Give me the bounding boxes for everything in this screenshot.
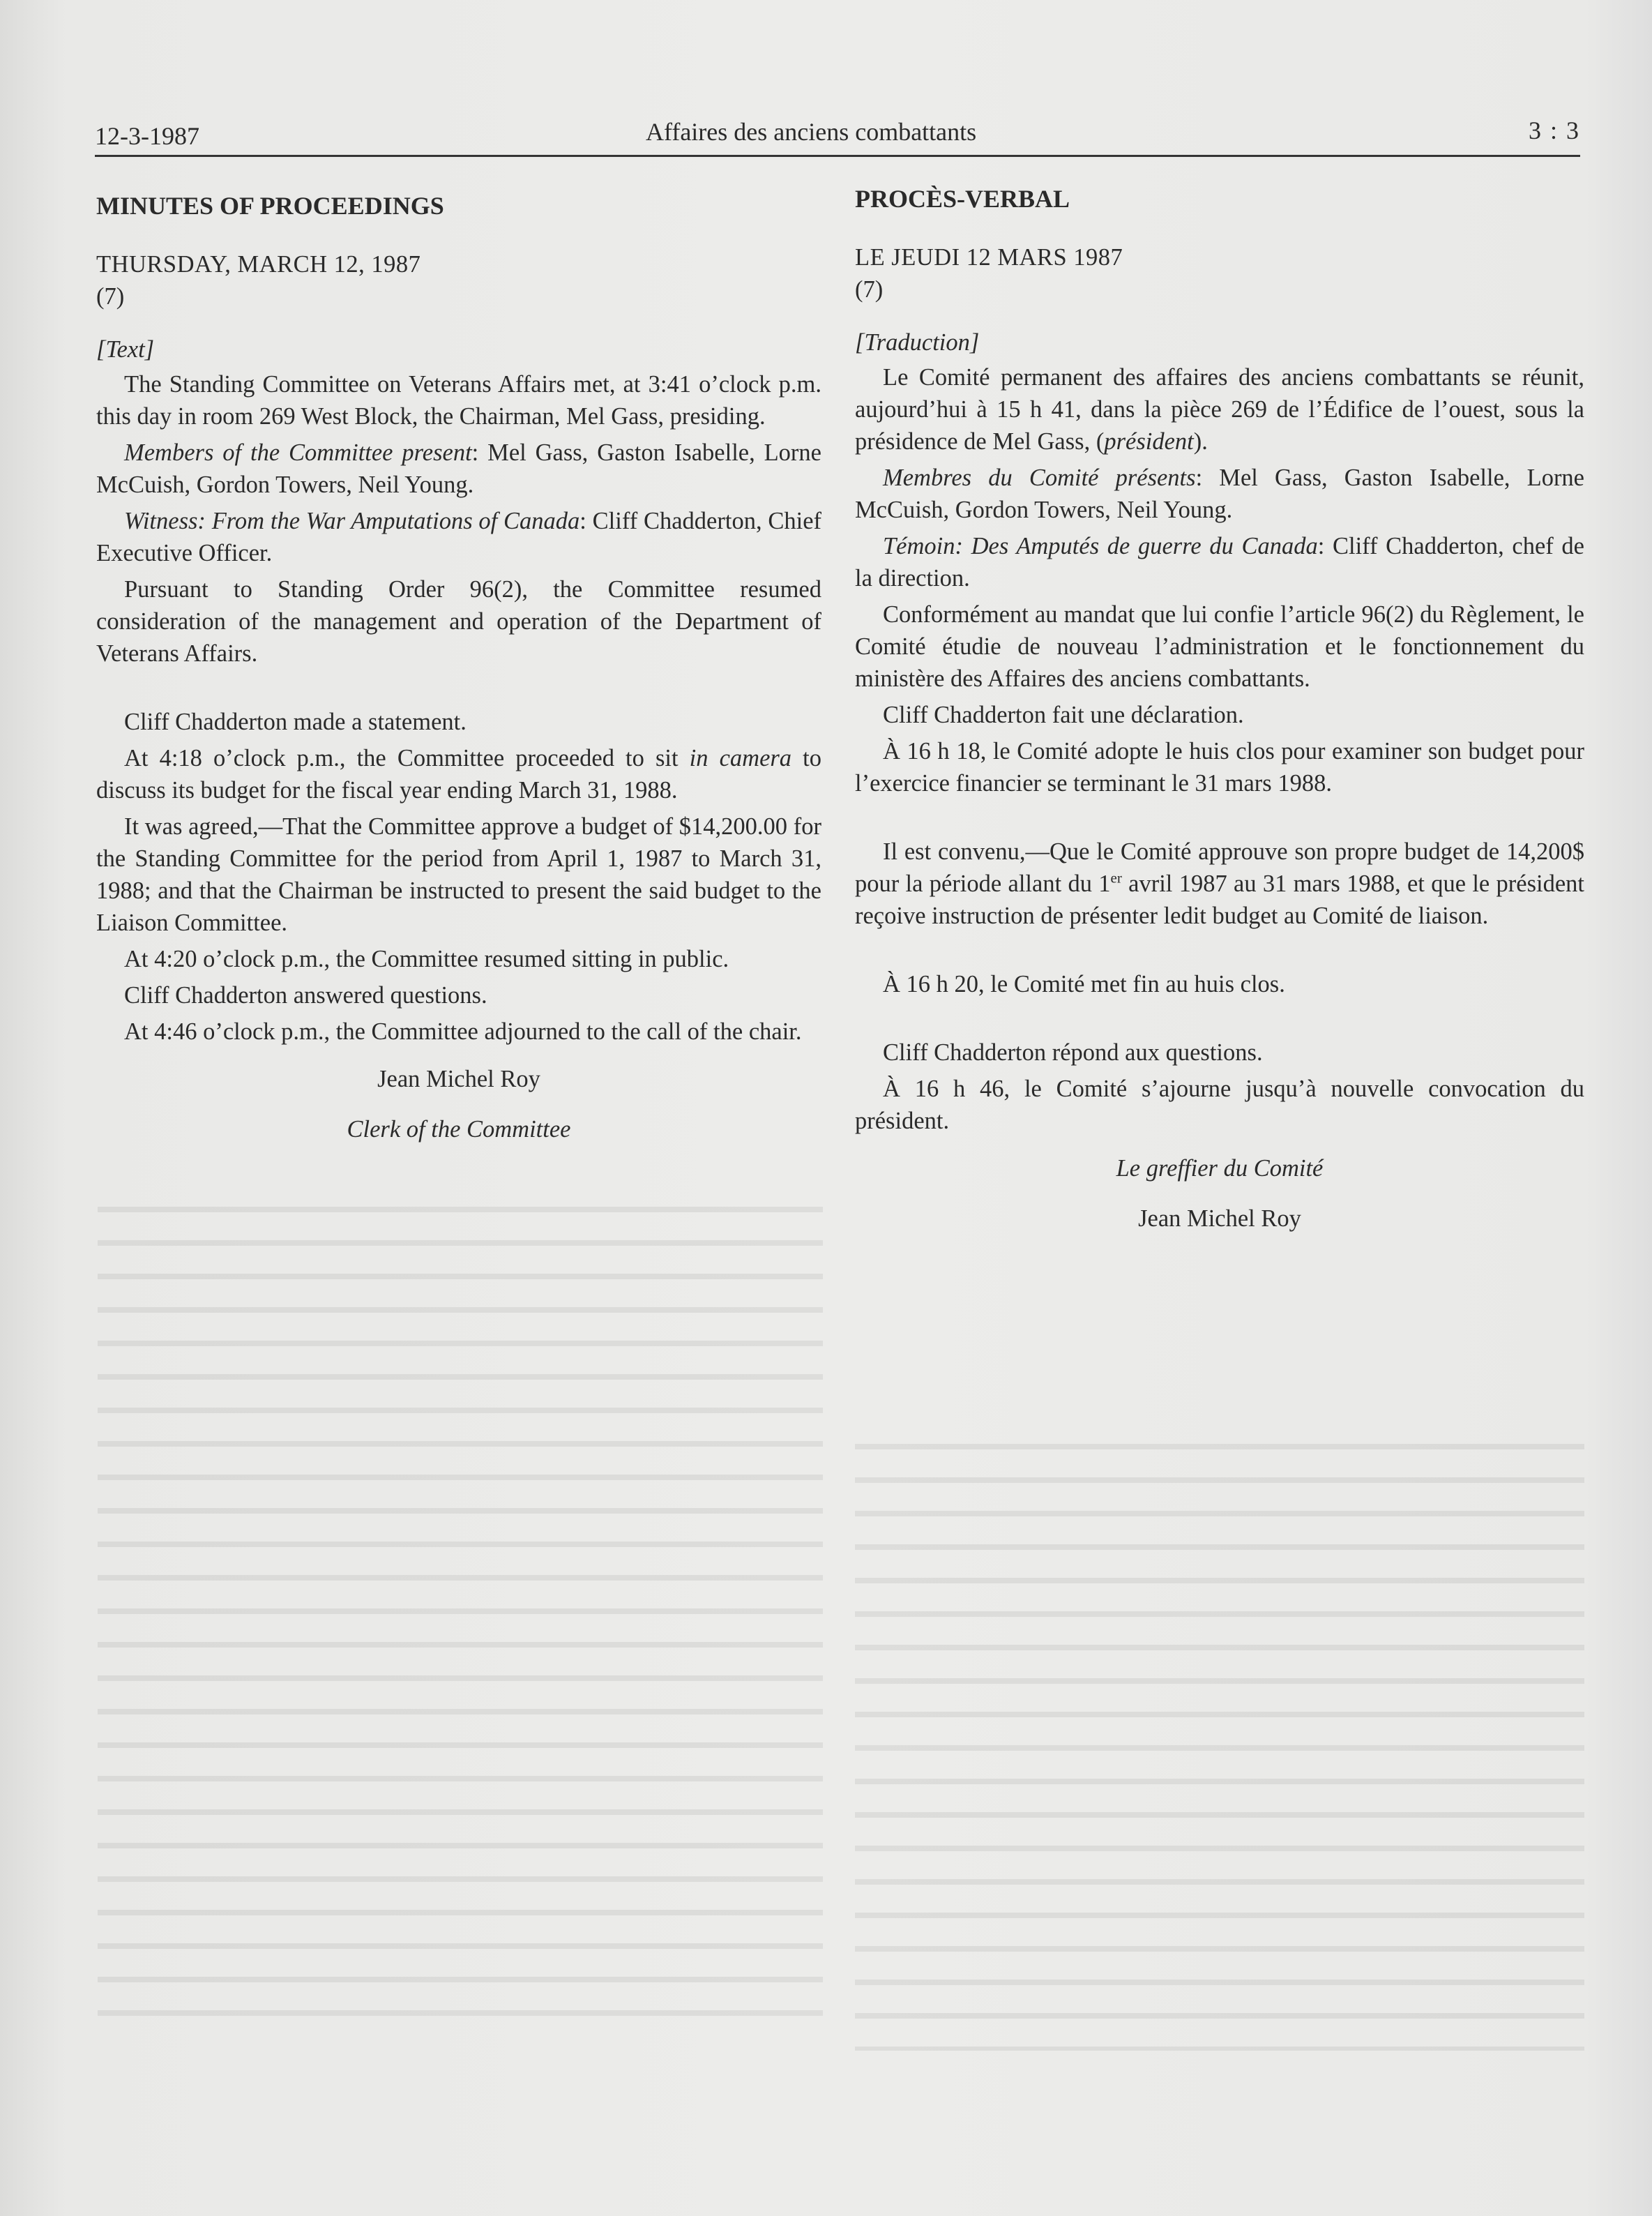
french-witness-paragraph: Témoin: Des Amputés de guerre du Canada: Cliff Chadderton, chef de la direction. bbox=[855, 533, 1584, 591]
english-tag: [Text] bbox=[96, 336, 155, 363]
english-agreed-paragraph: It was agreed,—That the Committee approve a budget of $14,200.00 for the Standing Committee for the period from April 1, 1987 to March 31, 1988; and that the Chairman be instructed to present the said budget to the Liaison Committee. bbox=[96, 813, 821, 936]
french-mandat-paragraph: Conformément au mandat que lui confie l’article 96(2) du Règlement, le Comité étudie de nouveau l’administration et le fonctionnement du ministère des Affaires des anciens combattants. bbox=[855, 601, 1584, 692]
english-resumed-paragraph: At 4:20 o’clock p.m., the Committee resumed sitting in public. bbox=[124, 946, 729, 972]
page-header bbox=[95, 113, 1580, 157]
french-members-label: Membres du Comité présents bbox=[883, 465, 1196, 491]
french-tag: [Traduction] bbox=[855, 329, 980, 356]
english-answered-paragraph: Cliff Chadderton answered questions. bbox=[124, 982, 487, 1009]
french-convenu-text-b: avril 1987 au 31 mars 1988, et que le président reçoive instruction de présenter ledit budget au Comité de liaison. bbox=[855, 870, 1585, 929]
bleed-through-texture bbox=[855, 1423, 1584, 2051]
french-opening-text-a: Le Comité permanent des affaires des anciens combattants se réunit, aujourd’hui à 15 h 41, dans la pièce 269 de l’Édifice de l’ouest, sous la présidence de Mel Gass, ( bbox=[855, 364, 1584, 455]
english-witness-name: : Cliff Chadderton, Chief Executive Officer. bbox=[96, 508, 821, 566]
english-date: THURSDAY, MARCH 12, 1987 bbox=[96, 251, 421, 278]
french-signature-name: Jean Michel Roy bbox=[1138, 1205, 1301, 1232]
french-opening-text-b: ). bbox=[1193, 428, 1208, 455]
french-repond-paragraph: Cliff Chadderton répond aux questions. bbox=[883, 1039, 1263, 1066]
english-tag-text: Text bbox=[105, 336, 145, 363]
english-number: (7) bbox=[96, 283, 125, 310]
english-camera-text-1: At 4:18 o’clock p.m., the Committee proceeded to sit bbox=[124, 745, 679, 771]
french-convenu-superscript: er bbox=[1110, 869, 1122, 887]
french-declaration-paragraph: Cliff Chadderton fait une déclaration. bbox=[883, 702, 1244, 728]
header-page-number: 3 : 3 bbox=[1528, 116, 1580, 144]
english-statement-paragraph: Cliff Chadderton made a statement. bbox=[124, 709, 467, 735]
english-camera-italic: in camera bbox=[689, 745, 792, 771]
french-fin-paragraph: À 16 h 20, le Comité met fin au huis clos. bbox=[883, 971, 1285, 997]
french-opening-italic: président bbox=[1104, 428, 1194, 455]
french-members-list: : Mel Gass, Gaston Isabelle, Lorne McCuish, Gordon Towers, Neil Young. bbox=[855, 465, 1584, 523]
french-signature-title: Le greffier du Comité bbox=[1116, 1155, 1324, 1182]
english-members-paragraph bbox=[96, 437, 821, 501]
french-number: (7) bbox=[855, 276, 884, 303]
french-heading: PROCÈS-VERBAL bbox=[855, 185, 1070, 213]
french-witness-label: Témoin bbox=[883, 533, 955, 559]
french-members-paragraph bbox=[855, 462, 1584, 526]
french-convenu-paragraph bbox=[855, 836, 1584, 932]
english-witness-label: Witness bbox=[124, 508, 198, 534]
bleed-through-texture bbox=[98, 1186, 823, 2023]
english-pursuant-paragraph: Pursuant to Standing Order 96(2), the Committee resumed consideration of the management and operation of the Department of Veterans Affairs. bbox=[96, 576, 821, 667]
english-camera-text-2: to discuss its budget for the fiscal year ending March 31, 1988. bbox=[96, 745, 821, 804]
english-column bbox=[96, 190, 821, 1145]
english-adjourned-paragraph: At 4:46 o’clock p.m., the Committee adjourned to the call of the chair. bbox=[124, 1018, 802, 1045]
french-column bbox=[855, 183, 1584, 1235]
english-members-label: Members of the Committee present bbox=[124, 439, 472, 466]
french-date: LE JEUDI 12 MARS 1987 bbox=[855, 244, 1123, 271]
english-members-list: : Mel Gass, Gaston Isabelle, Lorne McCuish, Gordon Towers, Neil Young. bbox=[96, 439, 821, 498]
english-heading: MINUTES OF PROCEEDINGS bbox=[96, 192, 444, 220]
french-huisclos-paragraph: À 16 h 18, le Comité adopte le huis clos pour examiner son budget pour l’exercice financier se terminant le 31 mars 1988. bbox=[855, 738, 1584, 797]
english-witness-org: From the War Amputations of Canada bbox=[211, 508, 580, 534]
english-signature-title: Clerk of the Committee bbox=[347, 1116, 571, 1143]
english-opening-paragraph: The Standing Committee on Veterans Affairs met, at 3:41 o’clock p.m. this day in room 269 West Block, the Chairman, Mel Gass, presiding. bbox=[96, 371, 821, 430]
french-witness-org: Des Amputés de guerre du Canada bbox=[971, 533, 1318, 559]
english-signature-name: Jean Michel Roy bbox=[377, 1066, 540, 1092]
french-tag-text: Traduction bbox=[864, 329, 970, 356]
header-title: Affaires des anciens combattants bbox=[646, 118, 977, 146]
french-ajourne-paragraph: À 16 h 46, le Comité s’ajourne jusqu’à nouvelle convocation du président. bbox=[855, 1076, 1584, 1134]
french-witness-name: : Cliff Chadderton, chef de la direction. bbox=[855, 533, 1584, 591]
french-opening-paragraph bbox=[855, 361, 1584, 458]
english-camera-paragraph bbox=[96, 742, 821, 806]
header-date: 12-3-1987 bbox=[95, 122, 199, 150]
english-witness-paragraph: Witness: From the War Amputations of Canada: Cliff Chadderton, Chief Executive Officer. bbox=[96, 508, 821, 566]
french-convenu-text-a: Il est convenu,—Que le Comité approuve son propre budget de 14,200$ pour la période allant du 1 bbox=[855, 838, 1584, 897]
